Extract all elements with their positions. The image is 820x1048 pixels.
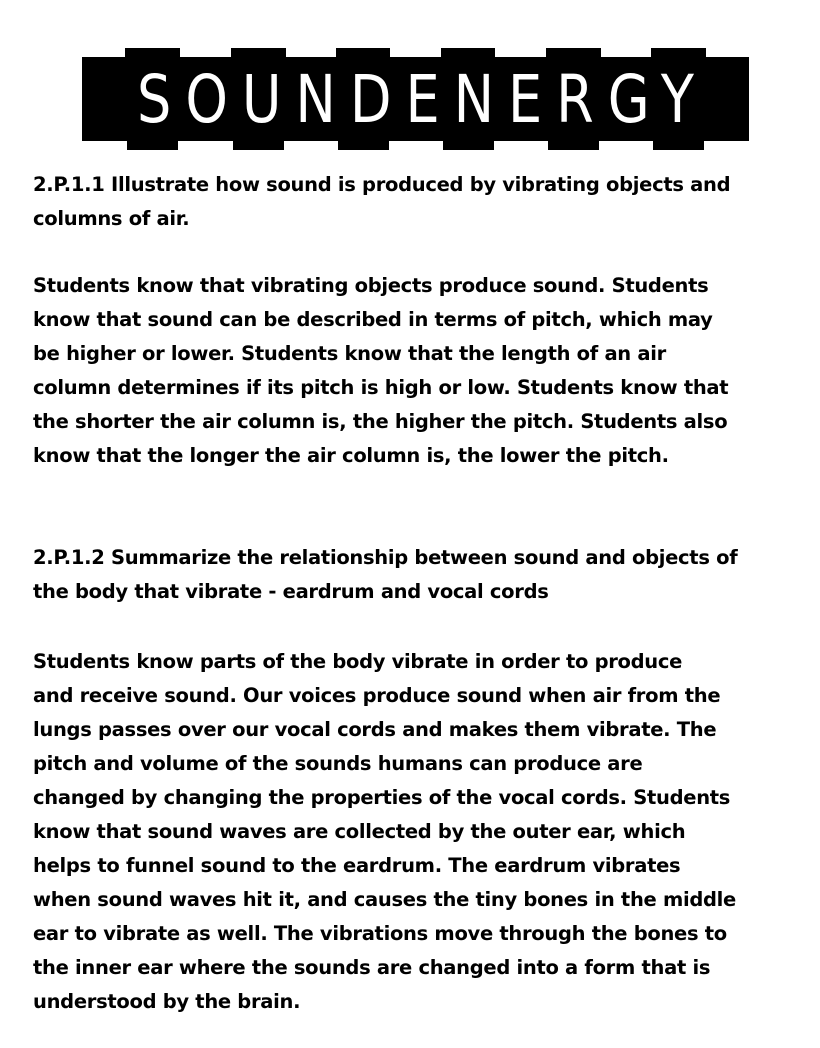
text-line: Students know that vibrating objects produce sound. Students <box>33 274 709 297</box>
banner-notch <box>443 140 494 150</box>
text-line: ear to vibrate as well. The vibrations move through the bones to <box>33 922 727 945</box>
text-line: 2.P.1.1 Illustrate how sound is produced by vibrating objects and <box>33 173 731 196</box>
text-line: 2.P.1.2 Summarize the relationship between sound and objects of <box>33 546 738 569</box>
banner-notch <box>233 140 284 150</box>
text-line: understood by the brain. <box>33 990 301 1013</box>
text-line: the body that vibrate - eardrum and vocal cords <box>33 580 549 603</box>
standard-description-2 <box>33 645 736 1019</box>
standard-heading-2-p-1-1 <box>33 168 730 236</box>
text-line: column determines if its pitch is high or low. Students know that <box>33 376 729 399</box>
text-line: know that sound waves are collected by the outer ear, which <box>33 820 686 843</box>
banner-notch <box>653 140 704 150</box>
text-line: pitch and volume of the sounds humans can produce are <box>33 752 643 775</box>
banner-notch <box>338 140 389 150</box>
banner-notch <box>127 140 178 150</box>
text-line: the shorter the air column is, the higher the pitch. Students also <box>33 410 728 433</box>
text-line: Students know parts of the body vibrate in order to produce <box>33 650 683 673</box>
standard-heading-2-p-1-2 <box>33 541 737 609</box>
banner-notch <box>548 140 599 150</box>
standard-description-1 <box>33 269 728 473</box>
text-line: be higher or lower. Students know that the length of an air <box>33 342 666 365</box>
text-line: helps to funnel sound to the eardrum. The eardrum vibrates <box>33 854 681 877</box>
text-line: know that sound can be described in terms of pitch, which may <box>33 308 713 331</box>
text-line: and receive sound. Our voices produce sound when air from the <box>33 684 721 707</box>
text-line: when sound waves hit it, and causes the tiny bones in the middle <box>33 888 736 911</box>
text-line: columns of air. <box>33 207 190 230</box>
text-line: lungs passes over our vocal cords and makes them vibrate. The <box>33 718 717 741</box>
page-title: SOUNDENERGY <box>137 60 708 138</box>
text-line: know that the longer the air column is, the lower the pitch. <box>33 444 669 467</box>
text-line: changed by changing the properties of the vocal cords. Students <box>33 786 731 809</box>
text-line: the inner ear where the sounds are changed into a form that is <box>33 956 711 979</box>
